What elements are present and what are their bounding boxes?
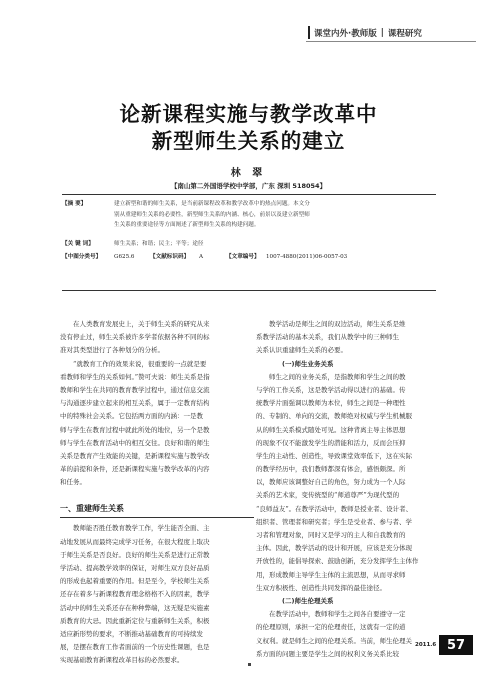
header-separator: | [380,27,384,38]
paragraph-line: 组织者、管理者和研究者；学生是受业者、参与者、学 [256,517,412,526]
paragraph-line: 的伦理原则，承担一定的伦理责任，这就有一定的道 [256,623,406,632]
paragraph-line: 关系认识重建师生关系的必要。 [256,346,347,355]
issue-number: 2011.6 [415,642,437,648]
paragraph-line: 和任务。 [60,478,86,487]
abstract-line: 生关系的重要途径等方面阐述了新型师生关系的构建问题。 [114,222,260,228]
paragraph-line: 看教师和学生的关系如何。”赞可夫说：师生关系是指 [60,372,210,381]
paragraph-line: 的、专制的、单向的交流，教师绝对权威与学生机械服 [256,412,412,421]
paragraph-line: 于师生关系是否良好。良好的师生关系是进行正常教 [60,550,210,559]
paragraph-line: 与沟通逐步建立起来的相互关系，属于一定教育结构 [60,399,210,408]
paragraph-line: 还存在着多与新课程教育理念格格不入的因素，教学 [60,590,210,599]
paragraph-line: 实现基础教育新课程改革目标的必然要求。 [60,656,184,665]
doc-code-label: 【文献标识码】 [150,254,190,260]
abstract-label: 【摘 要】 [62,201,87,207]
page-number: 57 [439,635,473,655]
author-affiliation: 【南山第二外国语学校中学部，广东 深圳 518054】 [170,182,327,190]
paragraph-line: 没有停止过，师生关系被许多学者依据各种不同的标 [60,333,210,342]
paragraph-line: 的现象不仅不能激发学生的潜能和活力，反而会压抑 [256,438,406,447]
author-name: 林 翠 [230,168,267,179]
abstract-line: 建立新型和谐的师生关系，是当前新课程改革和教学改革中的热点问题。本文分 [114,201,310,207]
keywords-text: 师生关系；和谐；民主；平等；途径 [114,241,204,247]
keywords-label: 【关 键 词】 [62,241,94,247]
abstract-text [114,199,436,231]
body-left-column [60,318,256,668]
paragraph-line: 学生的主动性、创造性，导致课堂效率低下，这在实际 [256,451,412,460]
paragraph-line: 动地发展从而最终完成学习任务，在很大程度上取决 [60,537,210,546]
header-bar [308,26,310,39]
paragraph-line: 主体。因此，教学活动的设计和开展，应该是充分体现 [256,544,412,553]
keywords-row [62,239,436,250]
paragraph-line: 在人类教育发展史上，关于师生关系的研究从来 [73,320,210,328]
clc-value: G625.6 [114,254,135,260]
meta-bottom-rule [62,290,436,291]
clc-label: 【中图分类号】 [62,254,102,260]
paragraph-line: 生双方积极性、创造性共同发挥的最佳途径。 [256,583,386,592]
paragraph-line: 统教学片面强调以教师为本位，师生之间是一种理性 [256,399,406,408]
article-title-line-1: 论新课程实施与教学改革中 [119,102,378,126]
paragraph-line: 系方面的问题主要是学生之间的权利义务关系比较 [256,649,399,658]
paragraph-line: 在教学活动中，教师和学生之间各自要遵守一定 [269,610,406,619]
paragraph-line: 关系是教育产生效能的关键，是新课程实施与教学改 [60,451,210,460]
paragraph-line: 的教学经历中，我们教师都深有体会，感悟颇深。所 [256,465,406,474]
paragraph-line: 展，是摆在教育工作者面前的一个历史性课题，也是 [60,643,210,652]
body-right-column [256,318,452,661]
meta-top-rule [62,194,436,195]
paragraph-line: 中的特殊社会关系。它包括两方面的内涵：一是教 [60,412,203,421]
paragraph-line: 教师和学生在共同的教育教学过程中，通过信息交流 [60,385,210,394]
subsection-heading: (一)师生业务关系 [282,359,334,368]
paragraph-line: 系教学活动的基本关系，我们从教学中的三种师生 [256,333,399,342]
paragraph-line: 义权利。就是师生之间的伦理关系。当前，师生伦理关 [256,636,412,645]
paragraph-line: 革的前提和条件，还是新课程实施与教学改革的内容 [60,465,210,474]
paragraph-line: 准对其类型进行了各种划分的分析。 [60,346,164,355]
paragraph-line: 师生之间的业务关系，是指教师和学生之间的教 [269,372,406,381]
abstract-line: 别从重建师生关系的必要性，新型师生关系的内涵、核心，前景以及建立新型师 [114,211,310,218]
paragraph-line: 活动中的师生关系还存在种种弊端，这无疑是实施素 [60,603,210,612]
section-heading: 一、重建师生关系 [60,504,124,514]
journal-header [308,25,474,40]
abstract-block [62,199,436,231]
journal-name: 课堂内外·教师版 [314,28,377,39]
paragraph-line: 教学活动是师生之间的双边活动，师生关系是维 [269,320,406,328]
paragraph-line: 适应新形势的要求，不断推动基础教育的可持续发 [60,629,203,638]
paragraph-line: 用，形成教师主导学生主体的主流思想，从而寻求师 [256,570,406,579]
paragraph-line: “良师益友”。在教学活动中，教师是授业者、设计者、 [256,504,413,513]
paragraph-line: 师与学生在教育活动中的相互交往。良好和谐的师生 [60,438,210,447]
paragraph-line: 关系的艺术家，变传统型的“师道尊严”为现代型的 [256,491,400,500]
section-heading-rule [60,517,254,518]
doc-code-value: A [199,254,204,260]
subsection-heading: (二)师生伦理关系 [282,596,334,605]
paragraph-line: 的形成也起着重要的作用。但是至今，学校师生关系 [60,577,210,586]
section-name: 课程研究 [387,28,422,39]
paragraph-line: 教师能否胜任教育教学工作，学生能否全面、主 [73,524,210,533]
paragraph-line: 从的师生关系模式随处可见。这种背离主导主体思想 [256,425,406,434]
paragraph-line: “就教育工作的效果来说，很重要的一点就是要 [73,359,207,368]
paragraph-line: 开放性的，能倡导探索、鼓励创新，充分发挥学生主体作 [256,557,419,566]
paragraph-line: 师与学生在教育过程中就此所处的地位，另一个是教 [60,425,210,434]
paragraph-line: 习者和管理对象，同时又是学习的主人和自我教育的 [256,531,406,539]
article-number-label: 【文章编号】 [226,254,260,260]
classification-row [62,252,436,263]
article-number-value: 1007-4880(2011)06-0057-03 [266,254,348,260]
page-mark [248,663,251,666]
paragraph-line: 学活动、提高教学效率的保证，对师生双方良好品质 [60,564,210,572]
paragraph-line: 质教育的大忌。因此重新定位与重新师生关系，积极 [60,616,210,625]
header-rule [306,41,476,42]
paragraph-line: 以，教师应该调整好自己的角色，努力成为一个人际 [256,478,406,487]
paragraph-line: 与学的工作关系，这是教学活动得以进行的基础。传 [256,385,406,394]
article-title-line-2: 新型师生关系的建立 [151,129,346,153]
